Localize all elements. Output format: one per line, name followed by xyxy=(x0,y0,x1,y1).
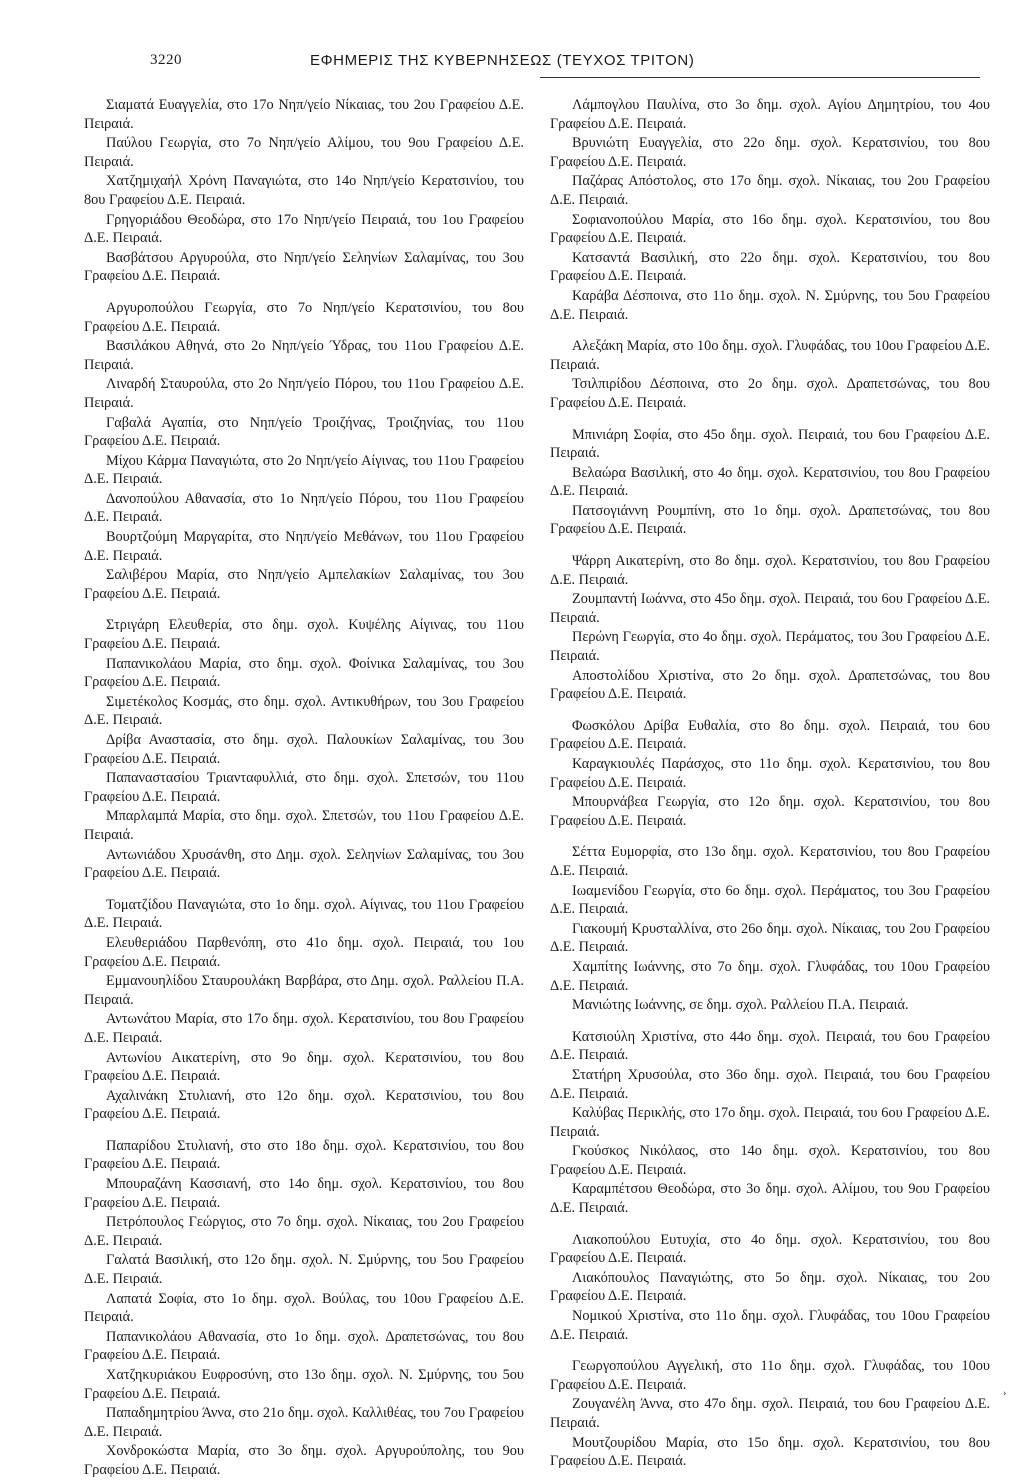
appointment-entry: Γρηγοριάδου Θεοδώρα, στο 17ο Νηπ/γείο Πειραιά, του 1ου Γραφείου Δ.Ε. Πειραιά. xyxy=(84,211,524,247)
appointment-entry: Παπανικολάου Αθανασία, στο 1ο δημ. σχολ. Δραπετσώνας, του 8ου Γραφείου Δ.Ε. Πειραιά. xyxy=(84,1328,524,1364)
appointment-entry: Βελαώρα Βασιλική, στο 4ο δημ. σχολ. Κερατσινίου, του 8ου Γραφείου Δ.Ε. Πειραιά. xyxy=(550,464,990,500)
appointment-entry: Καραγκιουλές Παράσχος, στο 11ο δημ. σχολ. Κερατσινίου, του 8ου Γραφείου Δ.Ε. Πειραιά. xyxy=(550,756,990,791)
appointment-entry: Παπαναστασίου Τριανταφυλλιά, στο δημ. σχολ. Σπετσών, του 11ου Γραφείου Δ.Ε. Πειραιά. xyxy=(84,770,524,805)
appointment-entry: Φωσκόλου Δρίβα Ευθαλία, στο 8ο δημ. σχολ. Πειραιά, του 6ου Γραφείου Δ.Ε. Πειραιά. xyxy=(550,717,990,753)
appointment-entry: Λιναρδή Σταυρούλα, στο 2ο Νηπ/γείο Πόρου, του 11ου Γραφείου Δ.Ε. Πειραιά. xyxy=(84,376,524,411)
appointment-entry: Ψάρρη Αικατερίνη, στο 8ο δημ. σχολ. Κερατσινίου, του 8ου Γραφείου Δ.Ε. Πειραιά. xyxy=(550,553,990,588)
appointment-entry: Σοφιανοπούλου Μαρία, στο 16ο δημ. σχολ. Κερατσινίου, του 8ου Γραφείου Δ.Ε. Πειραιά. xyxy=(550,211,990,247)
appointment-entry: Παπανικολάου Μαρία, στο δημ. σχολ. Φοίνικα Σαλαμίνας, του 3ου Γραφείου Δ.Ε. Πειραιά. xyxy=(84,655,524,691)
appointment-entry: Καραμπέτσου Θεοδώρα, στο 3ο δημ. σχολ. Αλίμου, του 9ου Γραφείου Δ.Ε. Πειραιά. xyxy=(550,1181,990,1217)
scan-mark: › xyxy=(1003,1388,1007,1399)
appointment-entry: Χαμπίτης Ιωάννης, στο 7ο δημ. σχολ. Γλυφάδας, του 10ου Γραφείου Δ.Ε. Πειραιά. xyxy=(550,958,990,994)
appointment-entry: Μπινιάρη Σοφία, στο 45ο δημ. σχολ. Πειραιά, του 6ου Γραφείου Δ.Ε. Πειραιά. xyxy=(550,426,990,462)
appointment-entry: Πετρόπουλος Γεώργιος, στο 7ο δημ. σχολ. Νίκαιας, του 2ου Γραφείου Δ.Ε. Πειραιά. xyxy=(84,1214,524,1249)
appointment-entry: Μπουρνάβεα Γεωργία, στο 12ο δημ. σχολ. Κερατσινίου, του 8ου Γραφείου Δ.Ε. Πειραιά. xyxy=(550,794,990,829)
appointment-entry: Κατσαντά Βασιλική, στο 22ο δημ. σχολ. Κερατσινίου, του 8ου Γραφείου Δ.Ε. Πειραιά. xyxy=(550,249,990,285)
appointment-entry: Αντωνάτου Μαρία, στο 17ο δημ. σχολ. Κερατσινίου, του 8ου Γραφείου Δ.Ε. Πειραιά. xyxy=(84,1011,524,1046)
appointment-entry: Γαβαλά Αγαπία, στο Νηπ/γείο Τροιζήνας, Τροιζηνίας, του 11ου Γραφείου Δ.Ε. Πειραιά. xyxy=(84,414,524,450)
appointment-entry: Μπαρλαμπά Μαρία, στο δημ. σχολ. Σπετσών, του 11ου Γραφείου Δ.Ε. Πειραιά. xyxy=(84,808,524,843)
appointment-entry: Αποστολίδου Χριστίνα, στο 2ο δημ. σχολ. Δραπετσώνας, του 8ου Γραφείου Δ.Ε. Πειραιά. xyxy=(550,667,990,703)
right-column xyxy=(550,96,990,1472)
appointment-entry: Χατζημιχαήλ Χρόνη Παναγιώτα, στο 14ο Νηπ/γείο Κερατσινίου, του 8ου Γραφείου Δ.Ε. Πειραιά. xyxy=(84,173,524,208)
page-header xyxy=(90,52,970,76)
appointment-entry: Δρίβα Αναστασία, στο δημ. σχολ. Παλουκίων Σαλαμίνας, του 3ου Γραφείου Δ.Ε. Πειραιά. xyxy=(84,732,524,767)
header-rule xyxy=(540,77,980,78)
running-title: ΕΦΗΜΕΡΙΣ ΤΗΣ ΚΥΒΕΡΝΗΣΕΩΣ (ΤΕΥΧΟΣ ΤΡΙΤΟΝ) xyxy=(310,52,695,69)
appointment-entry: Γεωργοπούλου Αγγελική, στο 11ο δημ. σχολ. Γλυφάδας, του 10ου Γραφείου Δ.Ε. Πειραιά. xyxy=(550,1358,990,1393)
appointment-entry: Μπουραζάνη Κασσιανή, στο 14ο δημ. σχολ. Κερατσινίου, του 8ου Γραφείου Δ.Ε. Πειραιά. xyxy=(84,1176,524,1211)
appointment-entry: Καράβα Δέσποινα, στο 11ο δημ. σχολ. Ν. Σμύρνης, του 5ου Γραφείου Δ.Ε. Πειραιά. xyxy=(550,287,990,323)
appointment-entry: Βουρτζούμη Μαργαρίτα, στο Νηπ/γείο Μεθάνων, του 11ου Γραφείου Δ.Ε. Πειραιά. xyxy=(84,529,524,564)
appointment-entry: Χονδροκώστα Μαρία, στο 3ο δημ. σχολ. Αργυρούπολης, του 9ου Γραφείου Δ.Ε. Πειραιά. xyxy=(84,1443,524,1478)
appointment-entry: Καλύβας Περικλής, στο 17ο δημ. σχολ. Πειραιά, του 6ου Γραφείου Δ.Ε. Πειραιά. xyxy=(550,1105,990,1140)
appointment-entry: Κατσιούλη Χριστίνα, στο 44ο δημ. σχολ. Πειραιά, του 6ου Γραφείου Δ.Ε. Πειραιά. xyxy=(550,1028,990,1064)
appointment-entry: Παπαδημητρίου Άννα, στο 21ο δημ. σχολ. Καλλιθέας, του 7ου Γραφείου Δ.Ε. Πειραιά. xyxy=(84,1405,524,1440)
appointment-entry: Αλεξάκη Μαρία, στο 10ο δημ. σχολ. Γλυφάδας, του 10ου Γραφείου Δ.Ε. Πειραιά. xyxy=(550,338,990,373)
appointment-entry: Λάμπογλου Παυλίνα, στο 3ο δημ. σχολ. Αγίου Δημητρίου, του 4ου Γραφείου Δ.Ε. Πειραιά. xyxy=(550,97,990,132)
appointment-entry: Γκούσκος Νικόλαος, στο 14ο δημ. σχολ. Κερατσινίου, του 8ου Γραφείου Δ.Ε. Πειραιά. xyxy=(550,1143,990,1178)
appointment-entry: Ελευθεριάδου Παρθενόπη, στο 41ο δημ. σχολ. Πειραιά, του 1ου Γραφείου Δ.Ε. Πειραιά. xyxy=(84,934,524,970)
appointment-entry: Εμμανουηλίδου Σταυρουλάκη Βαρβάρα, στο Δημ. σχολ. Ραλλείου Π.Α. Πειραιά. xyxy=(84,973,524,1008)
appointment-entry: Στατήρη Χρυσούλα, στο 36ο δημ. σχολ. Πειραιά, του 6ου Γραφείου Δ.Ε. Πειραιά. xyxy=(550,1066,990,1102)
appointment-entry: Βρυνιώτη Ευαγγελία, στο 22ο δημ. σχολ. Κερατσινίου, του 8ου Γραφείου Δ.Ε. Πειραιά. xyxy=(550,135,990,170)
appointment-entry: Δανοπούλου Αθανασία, στο 1ο Νηπ/γείο Πόρου, του 11ου Γραφείου Δ.Ε. Πειραιά. xyxy=(84,490,524,526)
appointment-entry: Τσιλπιρίδου Δέσποινα, στο 2ο δημ. σχολ. Δραπετσώνας, του 8ου Γραφείου Δ.Ε. Πειραιά. xyxy=(550,376,990,411)
appointment-entry: Ιωαμενίδου Γεωργία, στο 6ο δημ. σχολ. Περάματος, του 3ου Γραφείου Δ.Ε. Πειραιά. xyxy=(550,882,990,918)
appointment-entry: Σέττα Ευμορφία, στο 13ο δημ. σχολ. Κερατσινίου, του 8ου Γραφείου Δ.Ε. Πειραιά. xyxy=(550,844,990,879)
appointment-entry: Μουτζουρίδου Μαρία, στο 15ο δημ. σχολ. Κερατσινίου, του 8ου Γραφείου Δ.Ε. Πειραιά. xyxy=(550,1434,990,1470)
appointment-entry: Πατσογιάννη Ρουμπίνη, στο 1ο δημ. σχολ. Δραπετσώνας, του 8ου Γραφείου Δ.Ε. Πειραιά. xyxy=(550,502,990,538)
appointment-entry: Σαλιβέρου Μαρία, στο Νηπ/γείο Αμπελακίων Σαλαμίνας, του 3ου Γραφείου Δ.Ε. Πειραιά. xyxy=(84,567,524,602)
appointment-entry: Μίχου Κάρμα Παναγιώτα, στο 2ο Νηπ/γείο Αίγινας, του 11ου Γραφείου Δ.Ε. Πειραιά. xyxy=(84,452,524,488)
appointment-entry: Ζουμπαντή Ιωάννα, στο 45ο δημ. σχολ. Πειραιά, του 6ου Γραφείου Δ.Ε. Πειραιά. xyxy=(550,591,990,626)
appointment-entry: Ζουγανέλη Άννα, στο 47ο δημ. σχολ. Πειραιά, του 6ου Γραφείου Δ.Ε. Πειραιά. xyxy=(550,1396,990,1431)
appointment-entry: Αντωνιάδου Χρυσάνθη, στο Δημ. σχολ. Σεληνίων Σαλαμίνας, του 3ου Γραφείου Δ.Ε. Πειραιά. xyxy=(84,846,524,882)
appointment-entry: Γαλατά Βασιλική, στο 12ο δημ. σχολ. Ν. Σμύρνης, του 5ου Γραφείου Δ.Ε. Πειραιά. xyxy=(84,1252,524,1288)
appointment-entry: Λιακοπούλου Ευτυχία, στο 4ο δημ. σχολ. Κερατσινίου, του 8ου Γραφείου Δ.Ε. Πειραιά. xyxy=(550,1231,990,1267)
appointment-entry: Στριγάρη Ελευθερία, στο δημ. σχολ. Κυψέλης Αίγινας, του 11ου Γραφείου Δ.Ε. Πειραιά. xyxy=(84,617,524,653)
appointment-entry: Παζάρας Απόστολος, στο 17ο δημ. σχολ. Νίκαιας, του 2ου Γραφείου Δ.Ε. Πειραιά. xyxy=(550,173,990,208)
appointment-entry: Περώνη Γεωργία, στο 4ο δημ. σχολ. Περάματος, του 3ου Γραφείου Δ.Ε. Πειραιά. xyxy=(550,629,990,665)
appointment-entry: Αχαλινάκη Στυλιανή, στο 12ο δημ. σχολ. Κερατσινίου, του 8ου Γραφείου Δ.Ε. Πειραιά. xyxy=(84,1087,524,1123)
appointment-entry: Λαπατά Σοφία, στο 1ο δημ. σχολ. Βούλας, του 10ου Γραφείου Δ.Ε. Πειραιά. xyxy=(84,1290,524,1326)
appointment-entry: Λιακόπουλος Παναγιώτης, στο 5ο δημ. σχολ. Νίκαιας, του 2ου Γραφείου Δ.Ε. Πειραιά. xyxy=(550,1269,990,1305)
appointment-entry: Μανιώτης Ιωάννης, σε δημ. σχολ. Ραλλείου Π.Α. Πειραιά. xyxy=(572,997,909,1014)
appointment-entry: Βασιλάκου Αθηνά, στο 2ο Νηπ/γείο Ύδρας, του 11ου Γραφείου Δ.Ε. Πειραιά. xyxy=(84,338,524,373)
appointment-entry: Παύλου Γεωργία, στο 7ο Νηπ/γείο Αλίμου, του 9ου Γραφείου Δ.Ε. Πειραιά. xyxy=(84,135,524,170)
appointment-entry: Γιακουμή Κρυσταλλίνα, στο 26ο δημ. σχολ. Νίκαιας, του 2ου Γραφείου Δ.Ε. Πειραιά. xyxy=(550,920,990,956)
appointment-entry: Νομικού Χριστίνα, στο 11ο δημ. σχολ. Γλυφάδας, του 10ου Γραφείου Δ.Ε. Πειραιά. xyxy=(550,1308,990,1343)
appointment-entry: Χατζηκυριάκου Ευφροσύνη, στο 13ο δημ. σχολ. Ν. Σμύρνης, του 5ου Γραφείου Δ.Ε. Πειραιά. xyxy=(84,1367,524,1402)
left-column xyxy=(84,96,524,1481)
appointment-entry: Σιμετέκολος Κοσμάς, στο δημ. σχολ. Αντικυθήρων, του 3ου Γραφείου Δ.Ε. Πειραιά. xyxy=(84,693,524,729)
appointment-entry: Αργυροπούλου Γεωργία, στο 7ο Νηπ/γείο Κερατσινίου, του 8ου Γραφείου Δ.Ε. Πειραιά. xyxy=(84,299,524,335)
appointment-entry: Σιαματά Ευαγγελία, στο 17ο Νηπ/γείο Νίκαιας, του 2ου Γραφείου Δ.Ε. Πειραιά. xyxy=(84,97,524,132)
appointment-entry: Αντωνίου Αικατερίνη, στο 9ο δημ. σχολ. Κερατσινίου, του 8ου Γραφείου Δ.Ε. Πειραιά. xyxy=(84,1049,524,1085)
appointment-entry: Παπαρίδου Στυλιανή, στο στο 18ο δημ. σχολ. Κερατσινίου, του 8ου Γραφείου Δ.Ε. Πειραιά. xyxy=(84,1137,524,1173)
page-number: 3220 xyxy=(150,52,182,68)
appointment-entry: Βασβάτσου Αργυρούλα, στο Νηπ/γείο Σεληνίων Σαλαμίνας, του 3ου Γραφείου Δ.Ε. Πειραιά. xyxy=(84,249,524,285)
appointment-entry: Τοματζίδου Παναγιώτα, στο 1ο δημ. σχολ. Αίγινας, του 11ου Γραφείου Δ.Ε. Πειραιά. xyxy=(84,896,524,932)
